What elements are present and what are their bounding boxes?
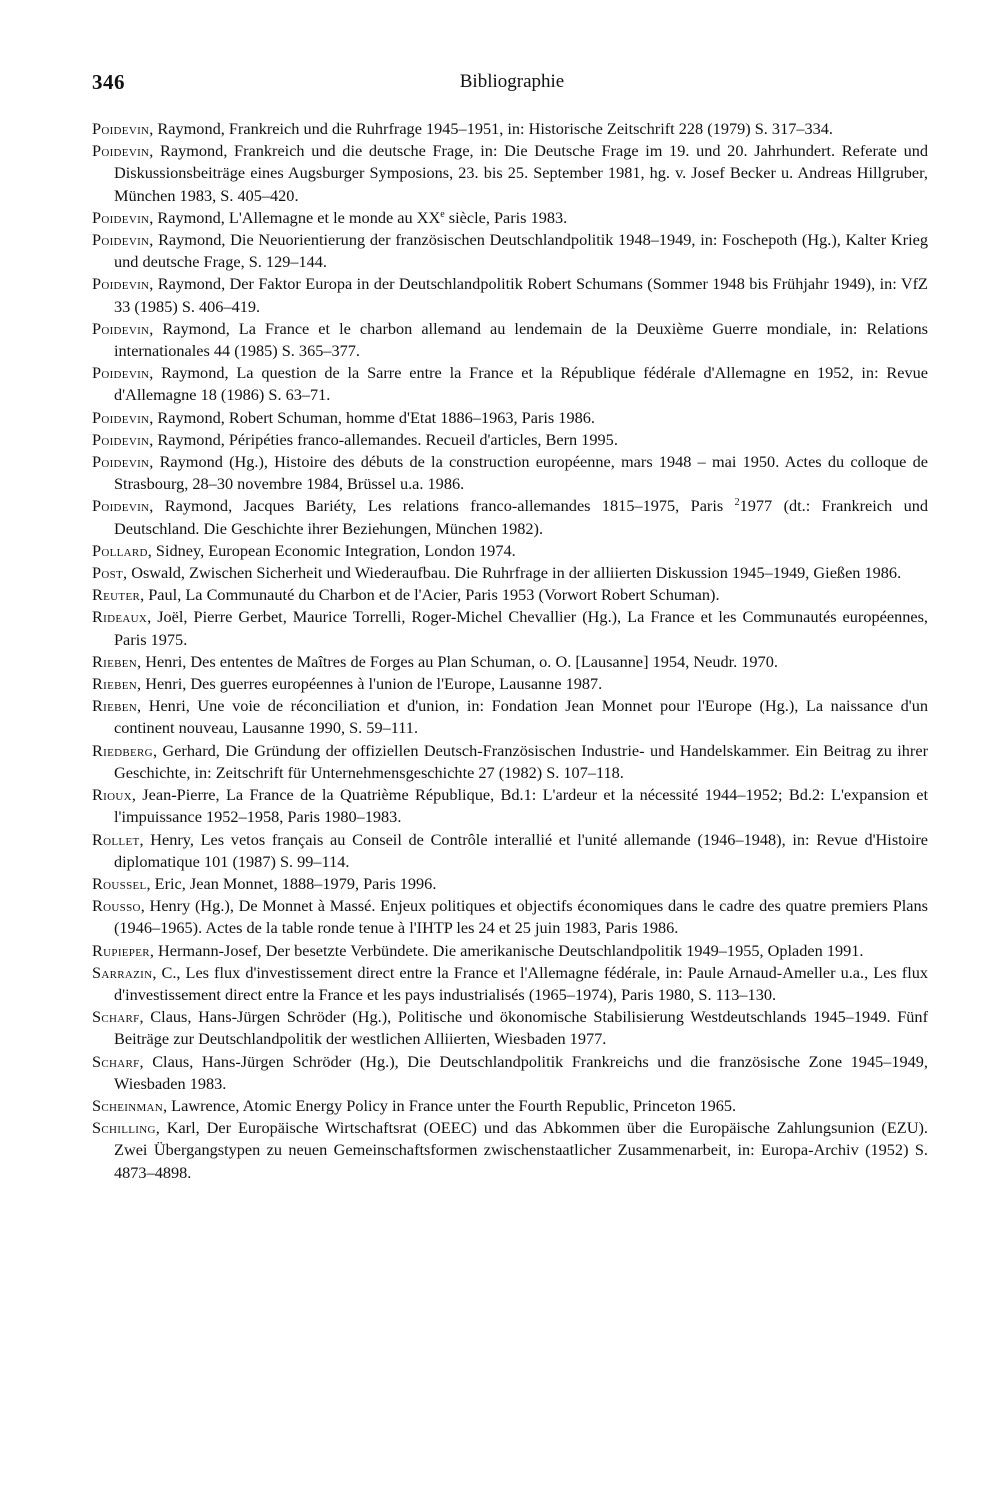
bibliography-entry [92, 229, 928, 273]
entry-text: , Henri, Des guerres européennes à l'union de l'Europe, Lausanne 1987. [137, 674, 603, 694]
entry-author: Rieben [92, 651, 138, 671]
entry-author: Poidevin [92, 363, 150, 383]
entry-text: , Gerhard, Die Gründung der offiziellen Deutsch-Französischen Industrie- und Handelskammer. Ein Beitrag zu ihrer Geschichte, in: Zeitschrift für Unternehmensgeschichte 27 (1982) S. 107–118. [114, 740, 928, 782]
bibliography-entry [92, 118, 928, 140]
entry-text: , Claus, Hans-Jürgen Schröder (Hg.), Die Deutschlandpolitik Frankreichs und die französische Zone 1945–1949, Wiesbaden 1983. [114, 1051, 928, 1093]
bibliography-entry [92, 207, 928, 229]
entry-author: Pollard [92, 540, 148, 560]
entry-text: , Jean-Pierre, La France de la Quatrième République, Bd.1: L'ardeur et la nécessité 1944–1952; Bd.2: L'expansion et l'impuissance 1952–1958, Paris 1980–1983. [114, 785, 928, 827]
entry-text: , Henri, Une voie de réconciliation et d'union, in: Fondation Jean Monnet pour l'Europe (Hg.), La naissance d'un continent nouveau, Lausanne 1990, S. 59–111. [114, 696, 928, 738]
page-number: 346 [92, 70, 125, 94]
entry-author: Rieben [92, 674, 138, 694]
bibliography-entry [92, 362, 928, 406]
bibliography-entry [92, 740, 928, 784]
entry-text: , Henry, Les vetos français au Conseil de Contrôle interallié et l'unité allemande (1946–1948), in: Revue d'Histoire diplomatique 101 (1987) S. 99–114. [114, 829, 928, 871]
bibliography-entry [92, 962, 928, 1006]
entry-text: , Henri, Des ententes de Maîtres de Forges au Plan Schuman, o. O. [Lausanne] 1954, Neudr. 1970. [137, 651, 778, 671]
entry-author: Sarrazin [92, 962, 153, 982]
entry-author: Post [92, 563, 124, 583]
entry-author: Poidevin [92, 207, 150, 227]
entry-author: Rupieper [92, 940, 150, 960]
entry-text: , Raymond, Frankreich und die Ruhrfrage 1945–1951, in: Historische Zeitschrift 228 (1979) S. 317–334. [149, 119, 833, 138]
entry-author: Poidevin [92, 274, 150, 294]
entry-text: , Raymond, Péripéties franco-allemandes. Recueil d'articles, Bern 1995. [149, 429, 618, 449]
entry-author: Rioux [92, 785, 132, 805]
entry-text: , Raymond, La France et le charbon allemand au lendemain de la Deuxième Guerre mondiale, in: Relations internationales 44 (1985) S. 365–377. [114, 318, 928, 361]
bibliography-entry [92, 1006, 928, 1050]
entry-author: Riedberg [92, 740, 153, 760]
entry-text: , Lawrence, Atomic Energy Policy in France unter the Fourth Republic, Princeton 1965. [163, 1095, 737, 1115]
entry-author: Roussel [92, 873, 147, 893]
entry-author: Poidevin [92, 141, 150, 161]
entry-author: Scharf [92, 1007, 140, 1027]
bibliography-entry [92, 895, 928, 939]
bibliography-entry [92, 540, 928, 562]
entry-author: Rollet [92, 829, 140, 849]
bibliography-entry [92, 140, 928, 207]
entry-author: Poidevin [92, 496, 150, 516]
entry-text: , Raymond, Robert Schuman, homme d'Etat 1886–1963, Paris 1986. [149, 407, 595, 427]
entry-text: , Claus, Hans-Jürgen Schröder (Hg.), Politische und ökonomische Stabilisierung Westdeutschlands 1945–1949. Fünf Beiträge zur Deutschlandpolitik der westlichen Alliierten, Wiesbaden 1977. [114, 1007, 928, 1049]
entry-author: Poidevin [92, 407, 150, 427]
bibliography-entry [92, 873, 928, 895]
entry-text: , Raymond, La question de la Sarre entre la France et la République fédérale d'Allemagne en 1952, in: Revue d'Allemagne 18 (1986) S. 63–71. [114, 363, 928, 405]
bibliography-entry [92, 606, 928, 650]
bibliography-entry [92, 651, 928, 673]
bibliography-list [92, 118, 928, 1184]
entry-author: Reuter [92, 585, 141, 605]
bibliography-entry [92, 784, 928, 828]
entry-text: , Karl, Der Europäische Wirtschaftsrat (OEEC) und das Abkommen über die Europäische Zahlungsunion (EZU). Zwei Übergangstypen zu neuen Gemeinschaftsformen zwischenstaatlicher Zusammenarbeit, in: Europa-Archiv (1952) S. 4873–4898. [114, 1118, 928, 1182]
entry-text: , Raymond (Hg.), Histoire des débuts de la construction européenne, mars 1948 – mai 1950. Actes du colloque de Strasbourg, 28–30 novembre 1984, Brüssel u.a. 1986. [114, 452, 928, 494]
entry-author: Poidevin [92, 429, 150, 449]
entry-author: Rousso [92, 896, 141, 916]
entry-text: , Eric, Jean Monnet, 1888–1979, Paris 1996. [146, 873, 437, 893]
entry-author: Poidevin [92, 119, 150, 138]
bibliography-entry [92, 1095, 928, 1117]
bibliography-entry [92, 429, 928, 451]
entry-text: , Raymond, Frankreich und die deutsche Frage, in: Die Deutsche Frage im 19. und 20. Jahrhundert. Referate und Diskussionsbeiträge eines Augsburger Symposions, 23. bis 25. September 1981, hg. v. Josef Becker u. Andreas Hillgruber, München 1983, S. 405–420. [114, 141, 928, 205]
entry-text: , C., Les flux d'investissement direct entre la France et l'Allemagne fédérale, in: Paule Arnaud-Ameller u.a., Les flux d'investissement direct entre la France et les pays industrialisés (1965–1974), Paris 1980, S. 113–130. [114, 962, 928, 1004]
entry-text: , Raymond, Die Neuorientierung der französischen Deutschlandpolitik 1948–1949, in: Foschepoth (Hg.), Kalter Krieg und deutsche Frage, S. 129–144. [114, 230, 928, 272]
bibliography-entry [92, 495, 928, 539]
entry-text: , Hermann-Josef, Der besetzte Verbündete. Die amerikanische Deutschlandpolitik 1949–1955, Opladen 1991. [149, 940, 864, 960]
entry-author: Scharf [92, 1051, 140, 1071]
entry-text: , Raymond, Jacques Bariéty, Les relations franco-allemandes 1815–1975, Paris $^2$1977 (dt.: Frankreich und Deutschland. Die Geschichte ihrer Beziehungen, München 1982). [114, 496, 928, 538]
entry-text: , Henry (Hg.), De Monnet à Massé. Enjeux politiques et objectifs économiques dans le cadre des quatre premiers Plans (1946–1965). Actes de la table ronde tenue à l'IHTP les 24 et 25 juin 1983, Paris 1986. [114, 896, 928, 938]
bibliography-entry [92, 584, 928, 606]
bibliography-entry [92, 673, 928, 695]
entry-text: , Sidney, European Economic Integration, London 1974. [147, 540, 516, 560]
entry-text: , Raymond, Der Faktor Europa in der Deutschlandpolitik Robert Schumans (Sommer 1948 bis Frühjahr 1949), in: VfZ 33 (1985) S. 406–419. [114, 274, 928, 316]
entry-author: Schilling [92, 1118, 156, 1138]
entry-text: , Paul, La Communauté du Charbon et de l'Acier, Paris 1953 (Vorwort Robert Schuman). [140, 585, 720, 605]
entry-text: , Raymond, L'Allemagne et le monde au XXe siècle, Paris 1983. [149, 207, 568, 227]
page-header [92, 70, 932, 100]
bibliography-entry [92, 562, 928, 584]
running-head: Bibliographie [459, 71, 565, 92]
entry-author: Poidevin [92, 318, 150, 338]
bibliography-entry [92, 829, 928, 873]
entry-author: Poidevin [92, 452, 150, 472]
entry-text: , Oswald, Zwischen Sicherheit und Wiederaufbau. Die Ruhrfrage in der alliierten Diskussion 1945–1949, Gießen 1986. [123, 563, 902, 583]
entry-text: , Joël, Pierre Gerbet, Maurice Torrelli, Roger-Michel Chevallier (Hg.), La France et les Communautés européennes, Paris 1975. [114, 607, 928, 649]
bibliography-entry [92, 318, 928, 362]
bibliography-entry [92, 940, 928, 962]
entry-author: Poidevin [92, 230, 150, 250]
entry-author: Rieben [92, 696, 138, 716]
bibliography-entry [92, 1117, 928, 1184]
entry-author: Scheinman [92, 1095, 164, 1115]
bibliography-entry [92, 407, 928, 429]
bibliography-entry [92, 695, 928, 739]
bibliography-entry [92, 1051, 928, 1095]
bibliography-entry [92, 451, 928, 495]
bibliography-entry [92, 273, 928, 317]
entry-author: Rideaux [92, 607, 148, 627]
